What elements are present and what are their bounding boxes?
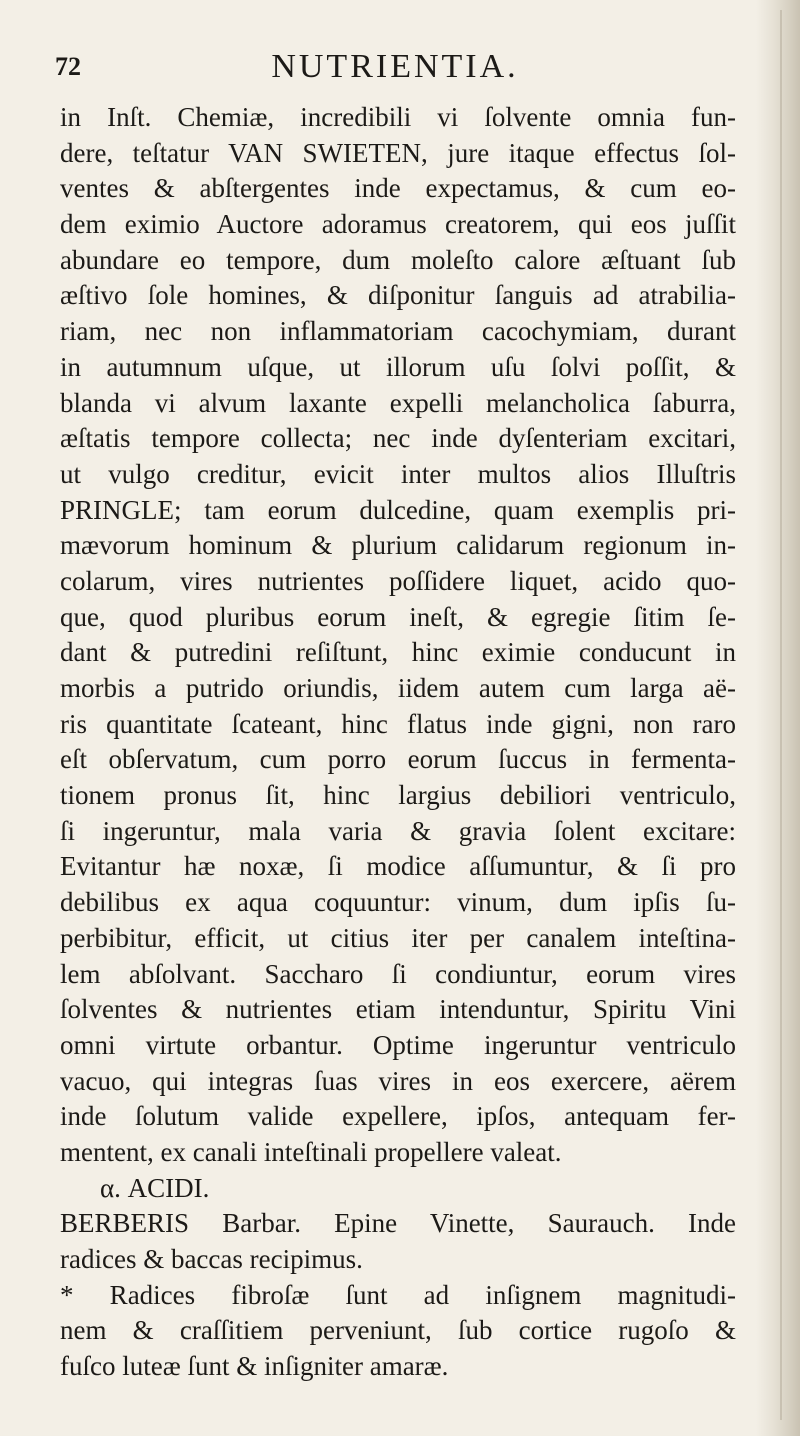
text-line: dem eximio Auctore adoramus creatorem, qui eos juſſit <box>60 209 736 240</box>
text-line: PRINGLE; tam eorum dulcedine, quam exemplis pri- <box>60 494 736 525</box>
text-line: dere, teſtatur VAN SWIETEN, jure itaque effectus ſol- <box>60 137 736 168</box>
text-line: BERBERIS Barbar. Epine Vinette, Saurauch. Inde <box>60 1208 736 1239</box>
text-line: in Inſt. Chemiæ, incredibili vi ſolvente omnia fun- <box>60 102 736 132</box>
text-line: ſi ingeruntur, mala varia & gravia ſolent excitare: <box>60 815 736 846</box>
text-line: colarum, vires nutrientes poſſidere liquet, acido quo- <box>60 565 736 596</box>
text-line: dant & putredini reſiſtunt, hinc eximie conducunt in <box>60 637 736 668</box>
text-line: radices & baccas recipimus. <box>60 1244 363 1274</box>
text-line: omni virtute orbantur. Optime ingeruntur ventriculo <box>60 1029 736 1060</box>
text-line: ventes & abſtergentes inde expectamus, & cum eo- <box>60 173 736 204</box>
text-line: mævorum hominum & plurium calidarum regionum in- <box>60 530 736 561</box>
text-line: eſt obſervatum, cum porro eorum ſuccus in fermenta- <box>60 744 736 775</box>
text-line: abundare eo tempore, dum moleſto calore æſtuant ſub <box>60 244 736 275</box>
text-line: morbis a putrido oriundis, iidem autem cum larga aë- <box>60 673 736 703</box>
text-line: que, quod pluribus eorum ineſt, & egregie ſitim ſe- <box>60 601 736 632</box>
text-line: æſtatis tempore collecta; nec inde dyſenteriam excitari, <box>60 423 736 454</box>
text-line: ut vulgo creditur, evicit inter multos alios Illuſtris <box>60 458 736 489</box>
text-line: riam, nec non inflammatoriam cacochymiam, durant <box>60 316 736 347</box>
text-line: * Radices fibroſæ ſunt ad inſignem magnitudi- <box>60 1279 736 1310</box>
text-line: mentent, ex canali inteſtinali propellere valeat. <box>60 1136 562 1167</box>
text-line: blanda vi alvum laxante expelli melancholica ſaburra, <box>60 387 736 418</box>
text-line: inde ſolutum valide expellere, ipſos, antequam fer- <box>60 1101 736 1132</box>
text-line: ſolventes & nutrientes etiam intenduntur, Spiritu Vini <box>60 994 736 1025</box>
text-line: perbibitur, efficit, ut citius iter per canalem inteſtina- <box>60 922 736 953</box>
text-line: tionem pronus ſit, hinc largius debiliori ventriculo, <box>60 780 736 811</box>
page-header <box>55 48 735 92</box>
text-line: fuſco luteæ ſunt & inſigniter amaræ. <box>60 1351 449 1382</box>
text-line: vacuo, qui integras ſuas vires in eos exercere, aërem <box>60 1065 736 1096</box>
body-text <box>60 100 736 1385</box>
binding-edge-line <box>780 10 782 1420</box>
text-line: æſtivo ſole homines, & diſponitur ſanguis ad atrabilia- <box>60 280 736 311</box>
text-line: in autumnum uſque, ut illorum uſu ſolvi poſſit, & <box>60 351 736 382</box>
text-line: nem & craſſitiem perveniunt, ſub cortice rugoſo & <box>60 1315 736 1346</box>
text-line: ris quantitate ſcateant, hinc flatus inde gigni, non raro <box>60 708 736 739</box>
page-number: 72 <box>55 52 81 81</box>
text-line: lem abſolvant. Saccharo ſi condiuntur, eorum vires <box>60 958 736 989</box>
text-line: Evitantur hæ noxæ, ſi modice aſſumuntur, & ſi pro <box>60 851 736 882</box>
section-heading: α. ACIDI. <box>100 1172 210 1203</box>
text-line: debilibus ex aqua coquuntur: vinum, dum ipſis ſu- <box>60 887 736 918</box>
page-edge-shadow <box>756 0 800 1436</box>
running-head: NUTRIENTIA. <box>271 48 519 85</box>
